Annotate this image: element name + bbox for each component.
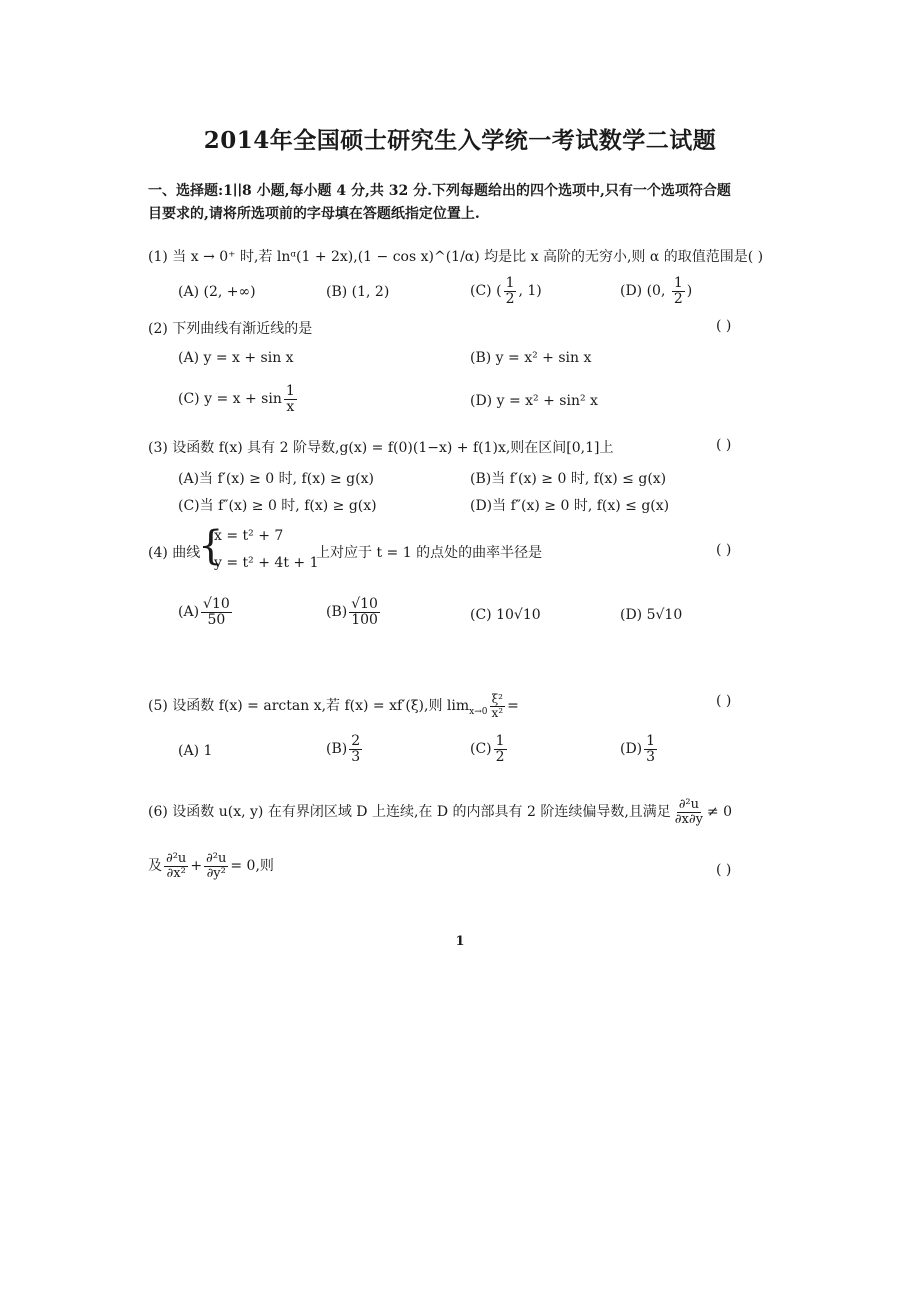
fraction-numerator: 1 <box>673 275 683 291</box>
question-6-condition-tail: ≠ 0 <box>706 804 733 821</box>
question-5-option-c-fraction <box>494 734 507 764</box>
question-5-option-b-fraction <box>349 734 362 764</box>
question-2-option-a: (A) y = x + sin x <box>178 350 294 366</box>
question-4-suffix: 上对应于 t = 1 的点处的曲率半径是 <box>316 545 543 561</box>
question-2-answer-bracket: ( ) <box>716 318 732 334</box>
question-2-option-c-prefix: (C) y = x + sin <box>178 391 282 408</box>
question-5-stem <box>148 693 519 719</box>
fraction-denominator: ∂x² <box>166 865 186 881</box>
question-5-option-c-prefix: (C) <box>470 741 492 758</box>
question-3-option-b: (B)当 f′(x) ≥ 0 时, f(x) ≤ g(x) <box>470 471 667 487</box>
fraction-numerator: ∂²u <box>678 797 700 812</box>
fraction-numerator: ∂²u <box>166 851 187 866</box>
question-4-equation-x: x = t² + 7 <box>214 528 284 544</box>
fraction-numerator: 1 <box>646 733 656 749</box>
question-3-option-c: (C)当 f″(x) ≥ 0 时, f(x) ≥ g(x) <box>178 498 377 514</box>
fraction-denominator: 100 <box>351 611 378 628</box>
question-2-option-c-fraction <box>284 384 297 414</box>
section-instructions-line1: 一、选择题:1∣∣8 小题,每小题 4 分,共 32 分.下列每题给出的四个选项中,只有一个选项符合题 <box>148 183 731 199</box>
question-6-line2-tail: = 0,则 <box>230 858 274 875</box>
fraction-numerator: 1 <box>505 275 515 291</box>
question-1-option-a: (A) (2, +∞) <box>178 284 256 300</box>
question-1-option-c <box>470 276 542 306</box>
question-6-fraction-1 <box>164 852 188 880</box>
fraction-denominator: 2 <box>495 748 505 765</box>
question-4-option-d: (D) 5√10 <box>620 607 683 623</box>
question-5-option-d-prefix: (D) <box>620 741 643 758</box>
system-brace: { <box>198 523 224 569</box>
question-5-fraction <box>489 693 505 719</box>
plus-sign: + <box>190 858 203 875</box>
question-5-text: (5) 设函数 f(x) = arctan x,若 f(x) = xf′(ξ),则 lim <box>148 698 470 715</box>
question-6-answer-bracket: ( ) <box>716 862 732 878</box>
question-6-text: (6) 设函数 u(x, y) 在有界闭区域 D 上连续,在 D 的内部具有 2 阶连续偏导数,且满足 <box>148 804 671 821</box>
fraction-numerator: √10 <box>203 596 230 612</box>
question-4-option-a-prefix: (A) <box>178 604 200 621</box>
question-2-option-b: (B) y = x² + sin x <box>470 350 592 366</box>
question-5-option-d <box>620 734 659 764</box>
fraction-numerator: ∂²u <box>206 851 227 866</box>
question-5-limit-subscript: x→0 <box>469 706 488 717</box>
question-4-prefix: (4) 曲线 <box>148 545 201 561</box>
question-1-option-d-suffix: ) <box>686 283 693 300</box>
page-number: 1 <box>455 934 465 949</box>
question-2-option-d: (D) y = x² + sin² x <box>470 393 598 409</box>
question-1-option-d <box>620 276 692 306</box>
page-title: 2014年全国硕士研究生入学统一考试数学二试题 <box>203 127 717 154</box>
question-4-option-a <box>178 597 234 627</box>
question-1-option-c-prefix: (C) ( <box>470 283 502 300</box>
question-5-answer-bracket: ( ) <box>716 693 732 709</box>
fraction-numerator: ξ² <box>491 692 503 706</box>
question-4-option-b-prefix: (B) <box>326 604 348 621</box>
question-3-option-d: (D)当 f″(x) ≥ 0 时, f(x) ≤ g(x) <box>470 498 670 514</box>
question-5-option-b <box>326 734 364 764</box>
fraction-denominator: x <box>286 398 295 415</box>
question-5-option-a: (A) 1 <box>178 743 213 759</box>
question-1-option-b: (B) (1, 2) <box>326 284 390 300</box>
question-5-option-d-fraction <box>644 734 657 764</box>
question-6-stem <box>148 798 732 826</box>
question-1-option-c-suffix: , 1) <box>518 283 542 300</box>
fraction-numerator: 2 <box>351 733 361 749</box>
question-5-option-c <box>470 734 509 764</box>
question-1-option-d-prefix: (D) (0, <box>620 283 670 300</box>
question-3-stem: (3) 设函数 f(x) 具有 2 阶导数,g(x) = f(0)(1−x) + f(1)x,则在区间[0,1]上 <box>148 440 614 456</box>
question-6-fraction-2 <box>204 852 228 880</box>
section-instructions-line2: 目要求的,请将所选项前的字母填在答题纸指定位置上. <box>148 206 480 222</box>
fraction-numerator: √10 <box>351 596 378 612</box>
question-4-option-b <box>326 597 382 627</box>
fraction-denominator: 2 <box>673 290 683 307</box>
fraction-denominator: ∂x∂y <box>674 811 703 827</box>
question-4-option-a-fraction <box>201 597 232 627</box>
question-6-line2-prefix: 及 <box>148 858 162 875</box>
question-2-option-c <box>178 384 299 414</box>
fraction-denominator: 3 <box>646 748 656 765</box>
question-1-option-c-fraction <box>504 276 517 306</box>
fraction-denominator: 2 <box>505 290 515 307</box>
question-4-option-c: (C) 10√10 <box>470 607 541 623</box>
fraction-numerator: 1 <box>495 733 505 749</box>
fraction-denominator: 50 <box>207 611 226 628</box>
fraction-denominator: ∂y² <box>206 865 226 881</box>
question-6-condition-fraction <box>673 798 705 826</box>
question-1-stem: (1) 当 x → 0⁺ 时,若 lnᵅ(1 + 2x),(1 − cos x)^(1/α) 均是比 x 高阶的无穷小,则 α 的取值范围是( ) <box>148 249 764 265</box>
question-3-answer-bracket: ( ) <box>716 437 732 453</box>
fraction-denominator: 3 <box>351 748 361 765</box>
question-5-option-b-prefix: (B) <box>326 741 348 758</box>
fraction-numerator: 1 <box>285 383 295 399</box>
question-4-option-b-fraction <box>349 597 380 627</box>
question-4-equation-y: y = t² + 4t + 1 <box>214 555 319 571</box>
question-2-stem: (2) 下列曲线有渐近线的是 <box>148 321 313 337</box>
question-6-line2 <box>148 852 274 880</box>
question-1-option-d-fraction <box>672 276 685 306</box>
question-3-option-a: (A)当 f′(x) ≥ 0 时, f(x) ≥ g(x) <box>178 471 374 487</box>
question-4-answer-bracket: ( ) <box>716 542 732 558</box>
fraction-denominator: x² <box>491 705 504 720</box>
question-5-tail: = <box>507 698 519 715</box>
